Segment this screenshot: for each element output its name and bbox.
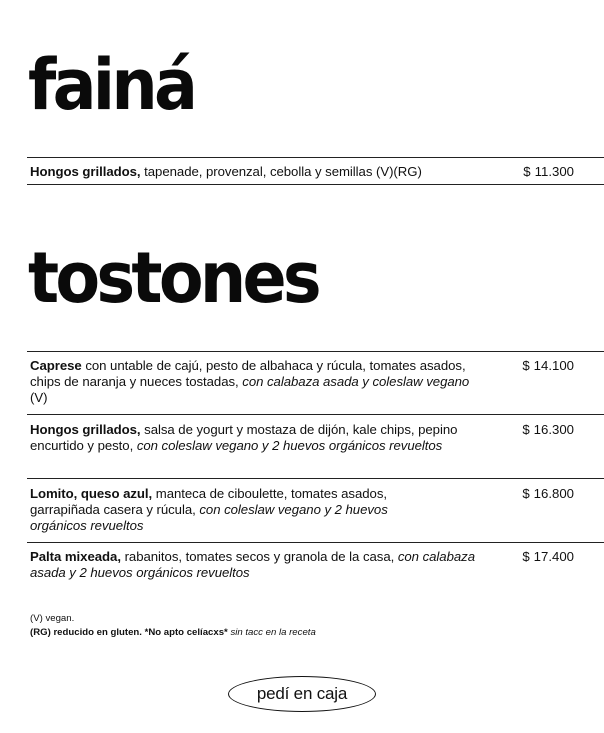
divider xyxy=(27,351,604,352)
item-name: Hongos grillados, xyxy=(30,164,141,179)
item-name: Caprese xyxy=(30,358,82,373)
menu-item-hongos-faina xyxy=(30,164,602,180)
item-name: Palta mixeada, xyxy=(30,549,121,564)
divider xyxy=(27,157,604,158)
item-ingredients: salsa de yogurt y mostaza de dijón, kale chips, pepino encurtido y pesto, xyxy=(30,422,458,453)
item-sides: con coleslaw vegano y 2 huevos orgánicos revueltos xyxy=(136,438,443,453)
item-tag: (V) xyxy=(30,390,48,405)
item-price: $ 16.800 xyxy=(522,486,574,501)
item-description xyxy=(30,358,470,406)
item-name: Hongos grillados, xyxy=(30,422,141,437)
note-vegan: (V) vegan. xyxy=(30,613,75,624)
section-title-tostones: tostones xyxy=(28,237,318,319)
item-description xyxy=(30,422,470,454)
item-description xyxy=(30,486,410,534)
item-price: $ 16.300 xyxy=(522,422,574,437)
menu-item-palta xyxy=(30,549,602,581)
divider xyxy=(27,542,604,543)
item-ingredients: con untable de cajú, pesto de albahaca y rúcula, tomates asados, chips de naranja y nueces tostadas, xyxy=(30,358,466,389)
item-sides: con calabaza asada y coleslaw vegano xyxy=(242,374,470,389)
item-ingredients: manteca de ciboulette, tomates asados, garrapiñada casera y rúcula, xyxy=(30,486,387,517)
item-sides: con coleslaw vegano y 2 huevos orgánicos revueltos xyxy=(30,502,388,533)
menu-item-caprese xyxy=(30,358,602,406)
item-ingredients: tapenade, provenzal, cebolla y semillas (V)(RG) xyxy=(144,164,422,179)
menu-item-hongos-grillados xyxy=(30,422,602,454)
item-description xyxy=(30,164,510,180)
item-sides: con calabaza asada y 2 huevos orgánicos revueltos xyxy=(30,549,475,580)
menu-notes xyxy=(30,612,316,640)
divider xyxy=(27,184,604,185)
item-price: $ 17.400 xyxy=(522,549,574,564)
divider xyxy=(27,478,604,479)
item-ingredients: rabanitos, tomates secos y granola de la casa, xyxy=(124,549,395,564)
item-price: $ 14.100 xyxy=(522,358,574,373)
menu-item-lomito xyxy=(30,486,602,534)
order-at-counter-badge: pedí en caja xyxy=(228,676,376,712)
item-name: Lomito, queso azul, xyxy=(30,486,153,501)
divider xyxy=(27,414,604,415)
item-price: $ 11.300 xyxy=(523,164,574,179)
item-description xyxy=(30,549,480,581)
section-title-faina: fainá xyxy=(28,44,195,126)
note-gluten: (RG) reducido en gluten. *No apto celíacxs* sin tacc en la receta xyxy=(30,627,316,638)
